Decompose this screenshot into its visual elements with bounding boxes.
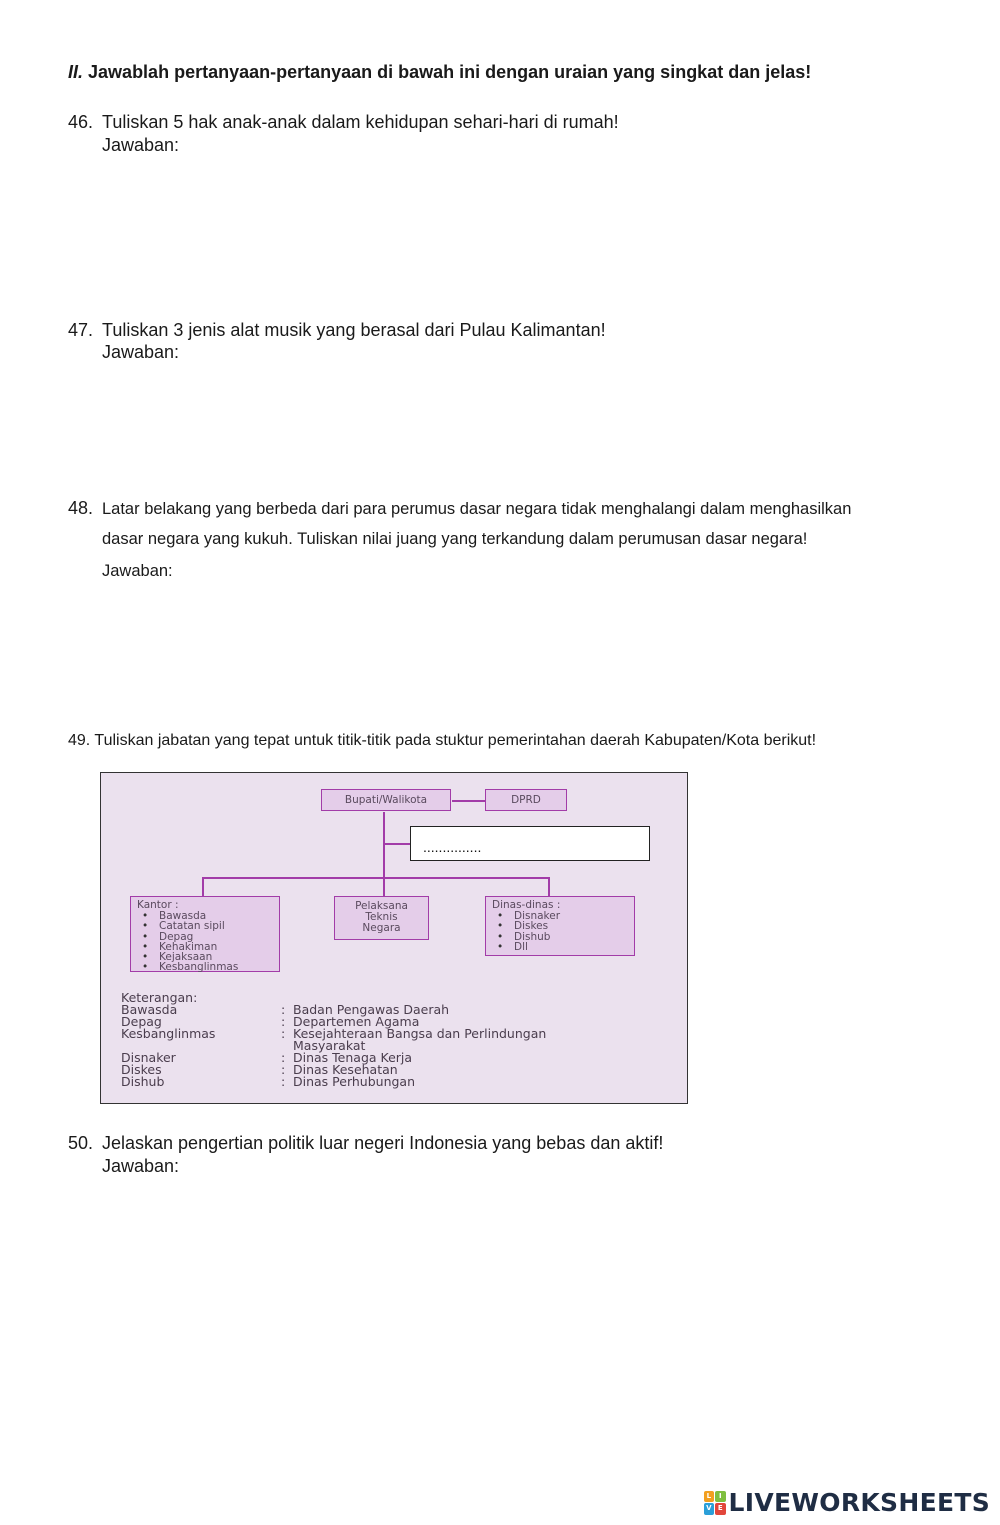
question-50 [68,1133,663,1154]
section-heading [68,62,811,83]
blank-answer-box[interactable]: ............... [410,826,650,861]
legend-row [121,1076,653,1088]
connector-pelaksana [383,877,385,897]
legend-def: Kesejahteraan Bangsa dan Perlindungan [293,1026,547,1041]
answer-label-46: Jawaban: [102,135,180,155]
question-number: 49. [68,732,91,749]
list-item: • Dll [492,942,628,952]
connector-horizontal [202,877,550,879]
question-text: Jelaskan pengertian politik luar negeri Indonesia yang bebas dan aktif! [102,1133,664,1153]
legend-def: Badan Pengawas Daerah [293,1002,450,1017]
legend-abbr: Disnaker [121,1050,176,1065]
question-text-line1: Latar belakang yang berbeda dari para perumus dasar negara tidak menghalangi dalam menghasilkan [102,500,852,518]
question-text: Tuliskan 3 jenis alat musik yang berasal dari Pulau Kalimantan! [102,320,606,340]
box-dinas-dinas [485,896,635,956]
answer-area-47[interactable] [102,368,922,488]
legend-colon: : [281,1074,286,1089]
legend-abbr: Diskes [121,1062,162,1077]
government-structure-diagram [100,772,688,1104]
legend-def: Dinas Kesehatan [293,1062,398,1077]
logo-letter: I [715,1491,726,1503]
legend-def: Masyarakat [293,1038,366,1053]
legend-abbr: Dishub [121,1074,165,1089]
dinas-title: Dinas-dinas : [492,899,561,911]
legend-def: Dinas Tenaga Kerja [293,1050,413,1065]
question-text: Tuliskan 5 hak anak-anak dalam kehidupan sehari-hari di rumah! [102,112,619,132]
diagram-legend [121,991,653,1088]
list-item: • Kehakiman [137,942,273,952]
legend-def: Departemen Agama [293,1014,420,1029]
pelaksana-line2: Teknis [365,911,398,923]
question-48 [68,498,851,519]
list-item: • Dishub [492,932,628,942]
list-item: • Kesbanglinmas [137,962,273,972]
box-dprd: DPRD [485,789,567,811]
question-47 [68,320,606,341]
list-item: • Bawasda [137,911,273,921]
connector-dinas [548,877,550,897]
legend-colon: : [281,1014,286,1029]
question-text: Tuliskan jabatan yang tepat untuk titik-titik pada stuktur pemerintahan daerah Kabupaten/Kota berikut! [94,732,817,749]
legend-def: Dinas Perhubungan [293,1074,416,1089]
list-item: • Kejaksaan [137,952,273,962]
question-text-line2: dasar negara yang kukuh. Tuliskan nilai juang yang terkandung dalam perumusan dasar negara! [102,530,808,548]
answer-area-48[interactable] [102,588,922,718]
answer-label-50: Jawaban: [102,1156,180,1176]
logo-letter: L [704,1491,715,1503]
answer-label-48: Jawaban: [102,562,173,580]
connector-vertical-main [383,812,385,878]
legend-colon: : [281,1050,286,1065]
question-46 [68,112,619,133]
question-49 [68,732,816,750]
answer-area-46[interactable] [102,160,922,310]
answer-label-47: Jawaban: [102,342,180,362]
answer-area-50[interactable] [102,1182,922,1432]
legend-abbr: Depag [121,1014,162,1029]
legend-title: Keterangan: [121,990,198,1005]
question-number: 48. [68,498,94,518]
pelaksana-line1: Pelaksana [355,900,408,912]
connector-kantor [202,877,204,897]
question-number: 47. [68,320,94,340]
connector-blank [383,843,410,845]
logo-mark-icon [704,1491,726,1515]
pelaksana-line3: Negara [362,922,401,934]
kantor-title: Kantor : [137,899,179,911]
box-bupati-walikota: Bupati/Walikota [321,789,451,811]
question-number: 50. [68,1133,94,1153]
box-kantor [130,896,280,972]
liveworksheets-logo [704,1488,990,1517]
legend-row [121,1028,653,1040]
kantor-list [137,911,273,973]
legend-abbr: Kesbanglinmas [121,1026,216,1041]
logo-text: LIVEWORKSHEETS [728,1488,990,1517]
list-item: • Catatan sipil [137,921,273,931]
legend-abbr: Bawasda [121,1002,178,1017]
dinas-list [492,911,628,952]
list-item: • Disnaker [492,911,628,921]
legend-colon: : [281,1062,286,1077]
logo-letter: E [715,1503,726,1515]
box-pelaksana-teknis-negara [334,896,429,940]
list-item: • Depag [137,932,273,942]
list-item: • Diskes [492,921,628,931]
question-number: 46. [68,112,94,132]
connector-dprd [452,800,486,802]
legend-colon: : [281,1026,286,1041]
legend-colon: : [281,1002,286,1017]
section-instruction: Jawablah pertanyaan-pertanyaan di bawah ini dengan uraian yang singkat dan jelas! [88,62,812,82]
section-roman: II. [68,62,84,82]
logo-letter: V [704,1503,715,1515]
